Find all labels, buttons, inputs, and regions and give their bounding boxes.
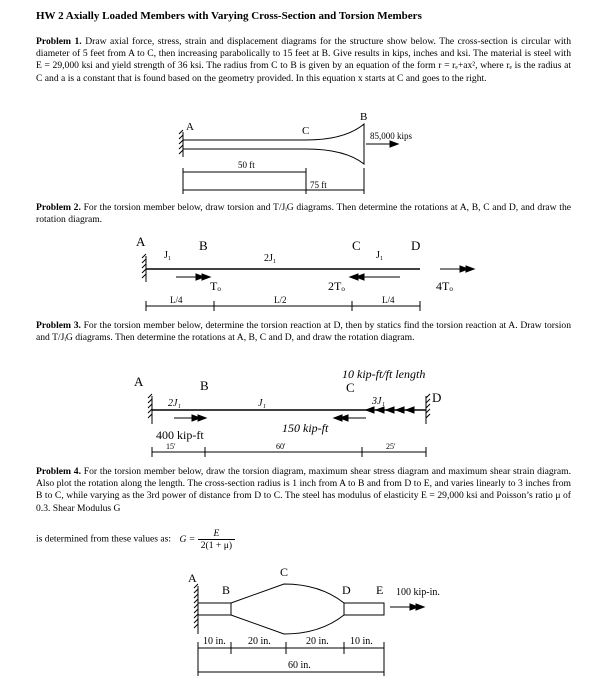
p2-point-c: C: [352, 238, 361, 253]
problem-3-label: Problem 3.: [36, 320, 81, 331]
p3-point-b: B: [200, 378, 209, 393]
formula-numerator: E: [198, 528, 235, 540]
tapered-bar: [183, 124, 364, 164]
p3-distributed-load: 10 kip-ft/ft length: [342, 367, 426, 381]
problem-1-figure: [0, 112, 603, 197]
p4-dim-total: 60 in.: [288, 660, 311, 671]
p3-point-a: A: [134, 374, 144, 389]
p2-dim-1: L/4: [170, 295, 183, 305]
p1-point-b: B: [360, 112, 368, 123]
p3-j-cd: 3J₁: [372, 396, 385, 407]
p4-load-label: 100 kip-in.: [396, 587, 440, 598]
problem-2-label: Problem 2.: [36, 202, 81, 213]
p4-point-c: C: [280, 565, 289, 579]
problem-4-figure: [0, 564, 603, 696]
p2-point-b: B: [199, 238, 208, 253]
problem-3-figure: [0, 366, 603, 462]
formula-prefix: is determined from these values as:: [36, 533, 172, 545]
shear-modulus-formula: [36, 528, 571, 551]
p3-dim-3: 25': [386, 442, 396, 451]
p4-dim-cd: 20 in.: [306, 636, 329, 647]
p3-j-bc: J₁: [258, 398, 266, 409]
p2-j-bc: 2J₁: [264, 253, 277, 264]
p4-point-b: B: [222, 583, 231, 597]
p2-point-a: A: [136, 234, 146, 249]
formula-lhs: G =: [179, 533, 196, 545]
p1-point-a: A: [186, 121, 194, 133]
problem-4-body: For the torsion member below, draw the torsion diagram, maximum shear stress diagram and maximum shear strain diagram. Also plot the rotation along the length. The cross-section radius is 1 inch from A to B and from D to E, and varies linearly to 3 inches from B to C, while varying as the 3rd power of distance from D to C. The steel has modulus of elasticity E = 29,000 ksi and Poisson’s ratio μ of 0.3. Shear Modulus G: [36, 466, 571, 514]
formula-fraction: [198, 528, 235, 551]
p2-dim-3: L/4: [382, 295, 395, 305]
p4-point-a: A: [188, 571, 197, 585]
page-title: HW 2 Axially Loaded Members with Varying Cross-Section and Torsion Members: [36, 10, 422, 22]
problem-3-text: [36, 320, 571, 344]
p2-torque-b: Tₒ: [210, 279, 221, 293]
p4-dim-ab: 10 in.: [203, 636, 226, 647]
p2-j-cd: J₁: [376, 250, 384, 261]
p1-dim-cb: 75 ft: [310, 180, 327, 190]
p1-dim-ac: 50 ft: [238, 160, 255, 170]
p2-torque-d: 4Tₒ: [436, 279, 453, 293]
p4-dim-de: 10 in.: [350, 636, 373, 647]
p4-point-e: E: [376, 583, 384, 597]
p1-point-c: C: [302, 125, 310, 137]
problem-3-body: For the torsion member below, determine the torsion reaction at D, then by statics find the torsion reaction at A. Draw torsion and T/JᵢG diagrams. Then determine the rotations at A, B, C and D, and draw the rotation diagram.: [36, 320, 571, 344]
p2-torque-c: 2Tₒ: [328, 279, 345, 293]
p3-dim-1: 15': [166, 442, 176, 451]
p2-dim-2: L/2: [274, 295, 287, 305]
problem-1-text: [36, 36, 571, 85]
formula-denominator: 2(1 + μ): [200, 540, 233, 551]
p2-point-d: D: [411, 238, 421, 253]
distributed-torque-arrows: [366, 407, 414, 413]
problem-4-text: [36, 466, 571, 515]
p4-point-d: D: [342, 583, 351, 597]
p4-dim-bc: 20 in.: [248, 636, 271, 647]
p3-torque-c: 150 kip-ft: [282, 421, 329, 435]
p3-torque-b: 400 kip-ft: [156, 428, 204, 442]
problem-1-label: Problem 1.: [36, 36, 82, 47]
problem-4-label: Problem 4.: [36, 466, 81, 477]
p3-j-ab: 2J₁: [168, 398, 181, 409]
problem-2-figure: [0, 234, 603, 314]
p3-dim-2: 60': [276, 442, 286, 451]
p1-load-label: 85,000 kips: [370, 131, 413, 141]
problem-1-body: Draw axial force, stress, strain and displacement diagrams for the structure show below. The cross-section is circular with diameter of 5 feet from A to C, then increasing parabolically to 15 feet at B. Give results in kips, inches and ksi. The material is steel with E = 29,000 ksi and yield strength of 36 ksi. The radius from C to B is given by an equation of the form r = rₑ+ax², where rₑ is the radius at C and a is a constant that is found based on the geometry provided. In this equation x starts at C and goes to the right.: [36, 36, 572, 84]
p3-point-c: C: [346, 380, 355, 395]
p3-point-d: D: [432, 390, 442, 405]
problem-2-text: [36, 202, 571, 226]
p2-j-ab: J₁: [164, 250, 172, 261]
problem-2-body: For the torsion member below, draw torsion and T/JᵢG diagrams. Then determine the rotations at A, B, C and D, and draw the rotation diagram.: [36, 202, 572, 226]
